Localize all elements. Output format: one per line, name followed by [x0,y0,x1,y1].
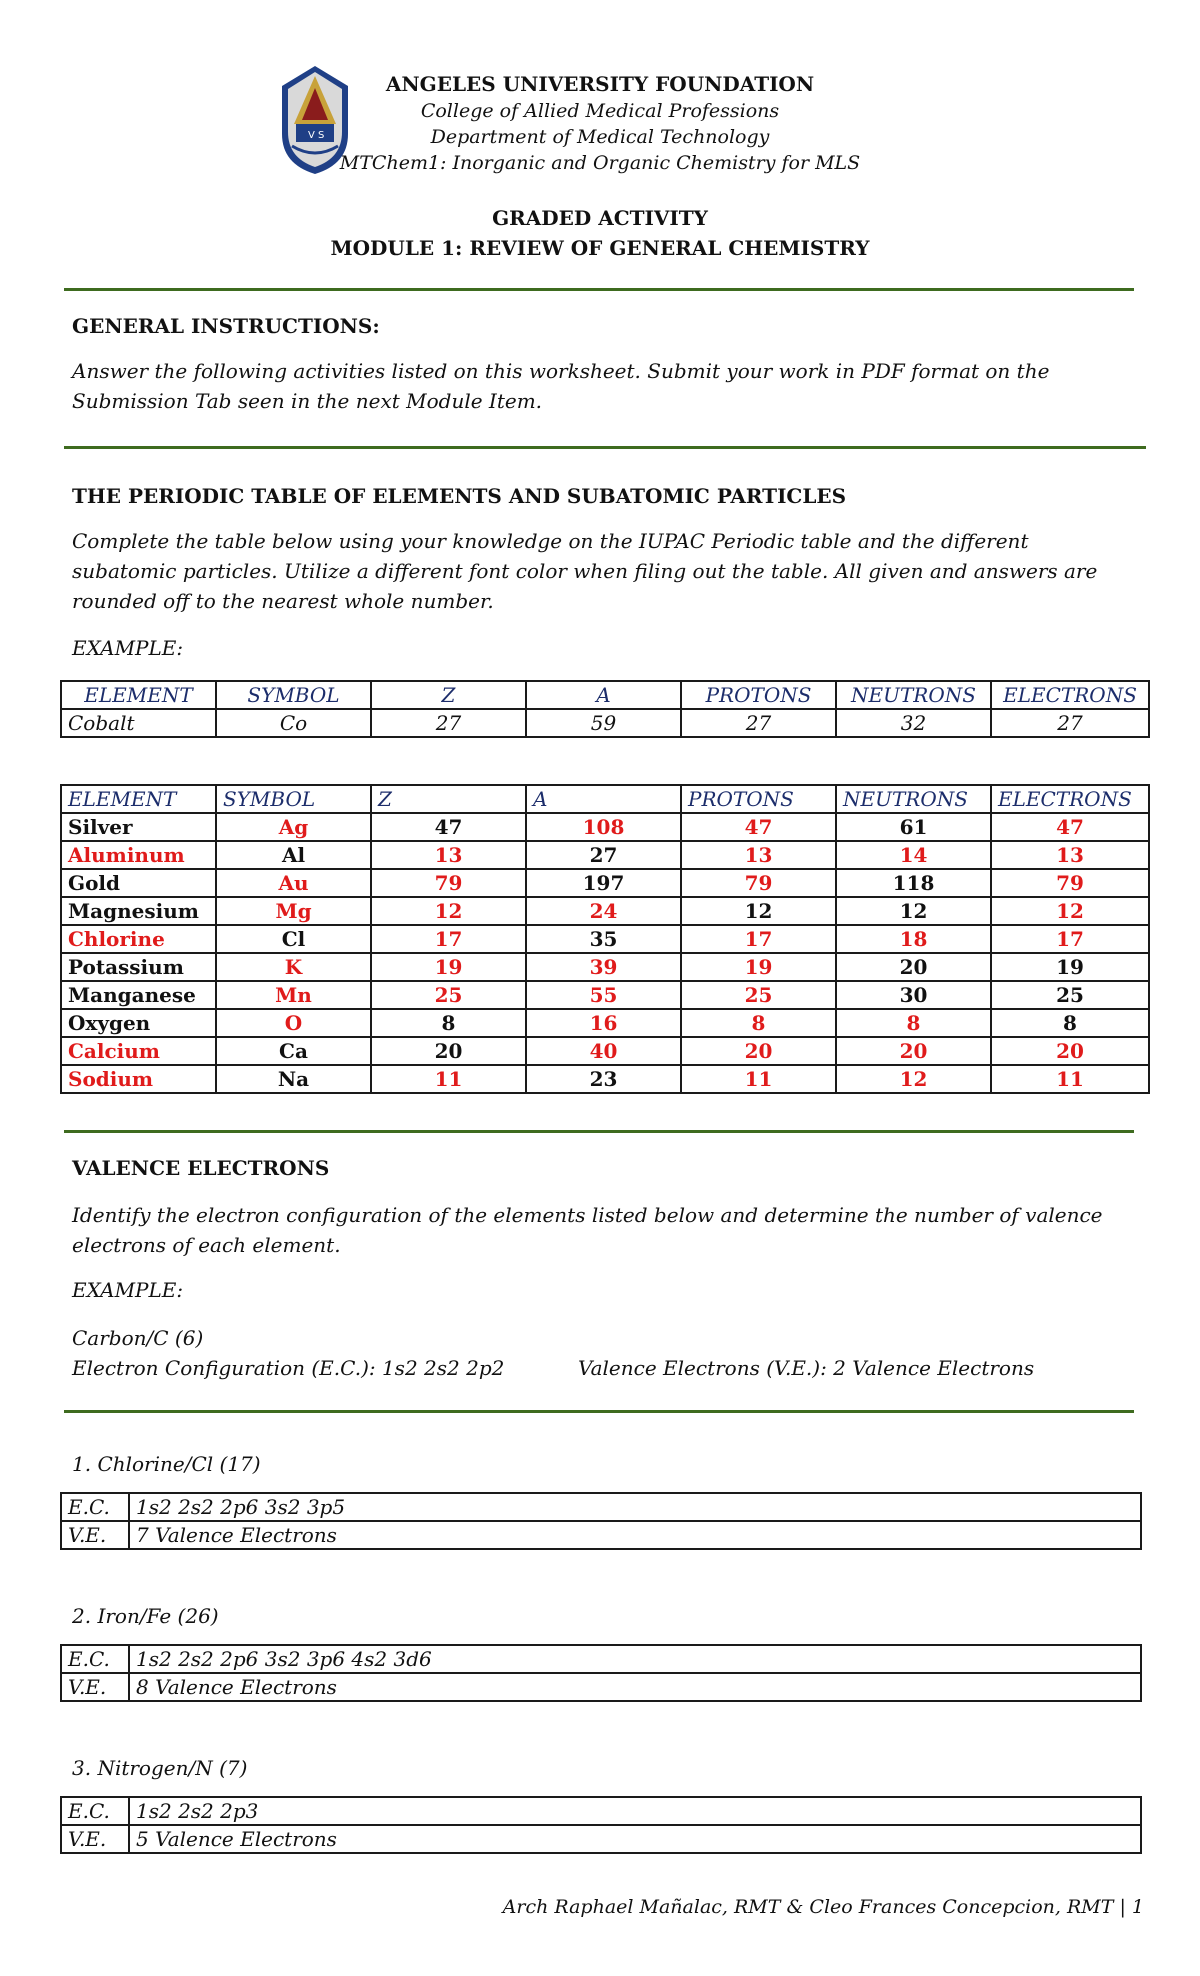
department-name: Department of Medical Technology [430,126,770,148]
page-footer: Arch Raphael Mañalac, RMT & Cleo Frances Concepcion, RMT | 1 [502,1896,1144,1918]
ec-label: E.C. [61,1797,129,1825]
element-particles-table [60,784,1150,1094]
table-row [61,1493,1141,1521]
table-cell: 25 [991,981,1149,1009]
table-cell: Mn [216,981,371,1009]
table-row [61,1673,1141,1701]
table-cell: 8 [991,1009,1149,1037]
table-cell: 79 [371,869,526,897]
table-cell: 17 [371,925,526,953]
college-name: College of Allied Medical Professions [420,100,780,122]
table-row [61,1065,1149,1093]
table-cell: 13 [991,841,1149,869]
table-cell: 12 [836,1065,991,1093]
table-cell: 18 [836,925,991,953]
table-cell: 8 [681,1009,836,1037]
table-row [61,1825,1141,1853]
table-cell: 47 [681,813,836,841]
table-cell: 12 [991,897,1149,925]
table-cell: 27 [526,841,681,869]
column-header: SYMBOL [216,785,371,813]
table-cell: 30 [836,981,991,1009]
table-row [61,813,1149,841]
ve-label: V.E. [61,1673,129,1701]
table-cell: Au [216,869,371,897]
valence-answer-table [60,1796,1142,1854]
table-cell: Potassium [61,953,216,981]
periodic-section-title: THE PERIODIC TABLE OF ELEMENTS AND SUBATOMIC PARTICLES [72,484,847,508]
table-cell: 19 [991,953,1149,981]
table-cell: 79 [991,869,1149,897]
table-cell: Ag [216,813,371,841]
table-cell: 20 [836,953,991,981]
table-cell: 40 [526,1037,681,1065]
course-title: MTChem1: Inorganic and Organic Chemistry for MLS [339,152,861,174]
table-cell: 8 [371,1009,526,1037]
activity-title: GRADED ACTIVITY [492,206,708,230]
university-name: ANGELES UNIVERSITY FOUNDATION [385,72,815,96]
table-cell: 17 [681,925,836,953]
table-cell: Co [216,709,371,737]
column-header: ELEMENT [61,681,216,709]
svg-text:V: V [308,130,315,141]
table-cell: 79 [681,869,836,897]
example-element: Carbon/C (6) [72,1326,204,1350]
table-cell: Magnesium [61,897,216,925]
table-cell: 13 [681,841,836,869]
column-header: NEUTRONS [836,785,991,813]
ve-value: 5 Valence Electrons [129,1825,1141,1853]
table-cell: Na [216,1065,371,1093]
table-cell: 27 [371,709,526,737]
table-cell: 12 [836,897,991,925]
table-row [61,981,1149,1009]
table-cell: 11 [991,1065,1149,1093]
table-cell: 19 [681,953,836,981]
column-header: NEUTRONS [836,681,991,709]
table-cell: 14 [836,841,991,869]
table-cell: 17 [991,925,1149,953]
table-row [61,1009,1149,1037]
table-cell: 23 [526,1065,681,1093]
table-cell: Ca [216,1037,371,1065]
table-cell: K [216,953,371,981]
table-row [61,869,1149,897]
table-row [61,1797,1141,1825]
table-cell: 20 [991,1037,1149,1065]
column-header: SYMBOL [216,681,371,709]
ve-value: 8 Valence Electrons [129,1673,1141,1701]
section-divider [64,1130,1134,1133]
section-divider [64,446,1146,449]
table-cell: Silver [61,813,216,841]
table-row [61,1037,1149,1065]
column-header: Z [371,681,526,709]
valence-instructions: Identify the electron configuration of the elements listed below and determine the number of valence electrons of each element. [72,1203,1103,1257]
valence-answer-table [60,1492,1142,1550]
table-cell: Gold [61,869,216,897]
table-cell: Cl [216,925,371,953]
ve-label: V.E. [61,1521,129,1549]
section-divider [64,1410,1134,1413]
table-cell: 19 [371,953,526,981]
table-cell: Mg [216,897,371,925]
ec-label: E.C. [61,1645,129,1673]
table-row [61,1645,1141,1673]
table-cell: Calcium [61,1037,216,1065]
table-cell: 11 [371,1065,526,1093]
table-cell: 20 [836,1037,991,1065]
table-cell: 20 [371,1037,526,1065]
table-cell: Sodium [61,1065,216,1093]
table-header-row [61,681,1149,709]
table-cell: 12 [681,897,836,925]
table-cell: 32 [836,709,991,737]
svg-text:S: S [318,130,325,141]
column-header: Z [371,785,526,813]
example-electron-configuration: Electron Configuration (E.C.): 1s2 2s2 2p2 [72,1356,505,1380]
table-cell: 27 [681,709,836,737]
column-header: A [526,785,681,813]
example-label: EXAMPLE: [72,636,184,660]
table-cell: 11 [681,1065,836,1093]
table-cell: 24 [526,897,681,925]
table-cell: 25 [371,981,526,1009]
table-cell: Al [216,841,371,869]
column-header: PROTONS [681,785,836,813]
periodic-instructions: Complete the table below using your knowledge on the IUPAC Periodic table and the different subatomic particles. Utilize a different font color when filing out the table. All given and answers are rounded off to the nearest whole number. [72,529,1098,613]
ec-value: 1s2 2s2 2p6 3s2 3p6 4s2 3d6 [129,1645,1141,1673]
table-cell: 35 [526,925,681,953]
table-cell: 12 [371,897,526,925]
instructions-title: GENERAL INSTRUCTIONS: [72,314,380,338]
table-cell: Manganese [61,981,216,1009]
table-cell: 108 [526,813,681,841]
ve-label: V.E. [61,1825,129,1853]
valence-item-title: 3. Nitrogen/N (7) [72,1756,248,1780]
table-row [61,897,1149,925]
table-cell: 8 [836,1009,991,1037]
table-header-row [61,785,1149,813]
table-cell: Cobalt [61,709,216,737]
column-header: A [526,681,681,709]
valence-example-label: EXAMPLE: [72,1278,184,1302]
table-cell: 59 [526,709,681,737]
column-header: ELEMENT [61,785,216,813]
table-cell: 13 [371,841,526,869]
ec-label: E.C. [61,1493,129,1521]
table-row [61,1521,1141,1549]
table-cell: 197 [526,869,681,897]
example-valence-electrons: Valence Electrons (V.E.): 2 Valence Electrons [578,1356,1035,1380]
module-title: MODULE 1: REVIEW OF GENERAL CHEMISTRY [330,236,870,260]
column-header: PROTONS [681,681,836,709]
column-header: ELECTRONS [991,681,1149,709]
table-cell: 16 [526,1009,681,1037]
table-cell: 55 [526,981,681,1009]
table-row [61,709,1149,737]
section-divider [64,288,1134,291]
ve-value: 7 Valence Electrons [129,1521,1141,1549]
table-row [61,841,1149,869]
table-cell: 20 [681,1037,836,1065]
valence-item-title: 2. Iron/Fe (26) [72,1604,219,1628]
valence-item-title: 1. Chlorine/Cl (17) [72,1452,261,1476]
ec-value: 1s2 2s2 2p6 3s2 3p5 [129,1493,1141,1521]
table-cell: 47 [991,813,1149,841]
example-particles-table [60,680,1150,738]
table-cell: 47 [371,813,526,841]
table-cell: 25 [681,981,836,1009]
table-cell: Oxygen [61,1009,216,1037]
table-cell: 118 [836,869,991,897]
valence-answer-table [60,1644,1142,1702]
table-row [61,925,1149,953]
table-cell: O [216,1009,371,1037]
table-cell: Aluminum [61,841,216,869]
table-cell: Chlorine [61,925,216,953]
valence-section-title: VALENCE ELECTRONS [72,1156,330,1180]
table-cell: 39 [526,953,681,981]
table-cell: 27 [991,709,1149,737]
column-header: ELECTRONS [991,785,1149,813]
instructions-text: Answer the following activities listed on this worksheet. Submit your work in PDF format on the Submission Tab seen in the next Module Item. [72,359,1050,413]
ec-value: 1s2 2s2 2p3 [129,1797,1141,1825]
table-cell: 61 [836,813,991,841]
table-row [61,953,1149,981]
